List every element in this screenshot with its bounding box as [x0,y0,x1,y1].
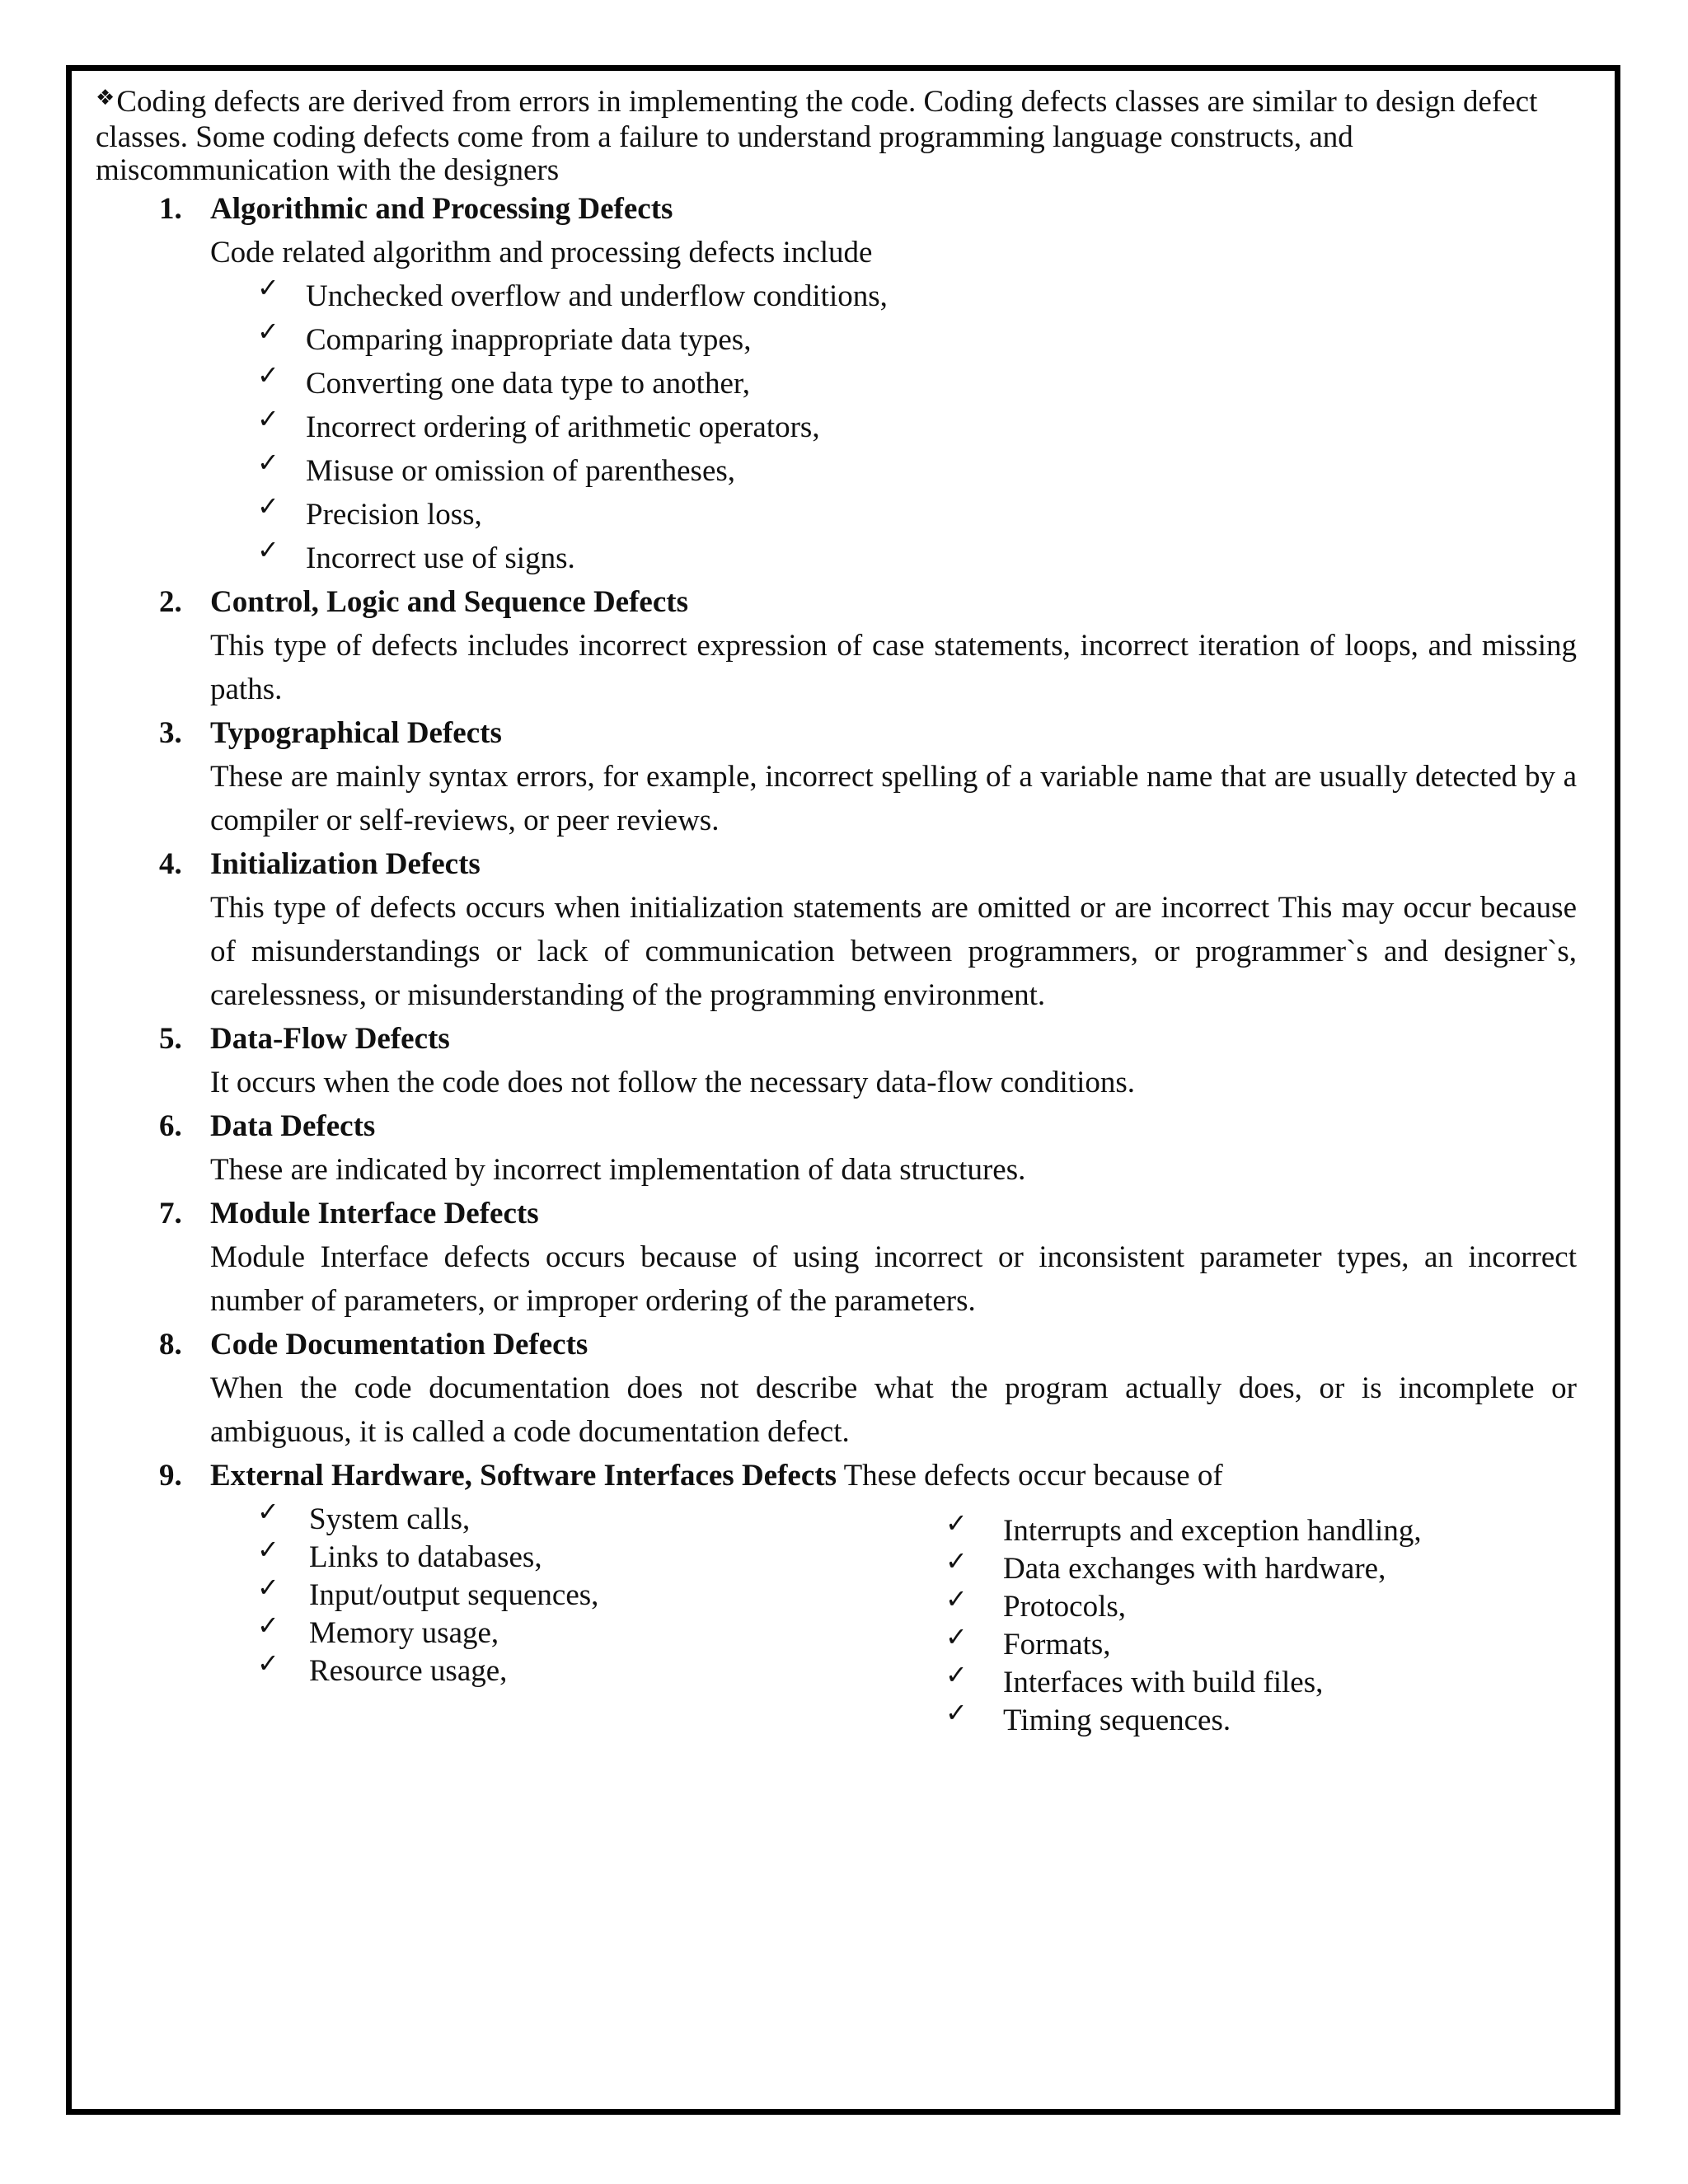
check-icon: ✓ [257,1572,279,1603]
list-item-text: Links to databases, [309,1540,542,1574]
defect-description: This type of defects occurs when initialization statements are omitted or are incorrect This may occur because of misunderstandings or lack of communication between programmers, or programmer`s and designer`s, carelessness, or misunderstanding of the programming environment. [210,891,1577,1012]
list-item [210,359,1579,405]
check-icon: ✓ [945,1621,968,1652]
list-item-text: Interrupts and exception handling, [1003,1514,1422,1548]
defect-title: Data Defects [210,1109,376,1143]
list-item-text: Interfaces with build files, [1003,1666,1324,1699]
defect-item-initialization [96,842,1579,1017]
defect-title: Algorithmic and Processing Defects [210,192,673,226]
defect-number: 9. [159,1459,182,1493]
list-item [944,1697,1577,1740]
intro-paragraph [96,86,1579,187]
check-icon: ✓ [257,403,279,434]
check-icon: ✓ [945,1659,968,1690]
defect-description: Code related algorithm and processing defects include [210,236,873,269]
intro-text: Coding defects are derived from errors in implementing the code. Coding defects classes are similar to design defect classes. Some coding defects come from a failure to understand programming language constructs, and miscommunication with the designers [96,85,1538,187]
list-item-text: Data exchanges with hardware, [1003,1552,1386,1586]
list-item [944,1621,1577,1664]
document-body [96,86,1579,1740]
defect-number: 1. [159,192,182,226]
defect-inline-text: These defects occur because of [836,1459,1223,1493]
defect-item-data-flow [96,1017,1579,1104]
list-item [210,318,1579,362]
check-icon: ✓ [257,272,279,303]
defect-item-code-documentation [96,1323,1579,1454]
checklist [210,274,1579,580]
defect-item-control-logic [96,580,1579,711]
list-item-text: Comparing inappropriate data types, [306,323,752,357]
list-item-text: Formats, [1003,1628,1111,1661]
list-item-text: Incorrect use of signs. [306,541,575,575]
list-item-text: Incorrect ordering of arithmetic operators, [306,410,820,444]
list-item [210,534,1579,580]
check-icon: ✓ [257,447,279,478]
defect-title: Control, Logic and Sequence Defects [210,585,688,619]
list-item-text: Protocols, [1003,1590,1127,1624]
check-icon: ✓ [945,1583,968,1615]
checklist-columns [210,1496,1579,1740]
check-icon: ✓ [257,1496,279,1527]
check-icon: ✓ [257,534,279,565]
defect-description: It occurs when the code does not follow the necessary data-flow conditions. [210,1066,1135,1099]
defect-title: Initialization Defects [210,847,481,881]
diamond-bullet-icon: ❖ [96,86,115,110]
defect-item-algorithmic [96,187,1579,580]
defect-title: Typographical Defects [210,716,502,750]
defect-item-module-interface [96,1192,1579,1323]
list-item [944,1659,1577,1702]
defect-title: Module Interface Defects [210,1197,539,1230]
defect-number: 8. [159,1328,182,1361]
defect-description: These are indicated by incorrect implementation of data structures. [210,1153,1026,1187]
list-item [210,405,1579,449]
defect-number: 7. [159,1197,182,1230]
defect-number: 6. [159,1109,182,1143]
defect-item-external-interfaces [96,1454,1579,1740]
list-item-text: Converting one data type to another, [306,367,750,401]
defect-description: When the code documentation does not describe what the program actually does, or is incomplete or ambiguous, it is called a code documentation defect. [210,1371,1577,1449]
list-item-text: System calls, [309,1502,471,1536]
check-icon: ✓ [945,1545,968,1577]
defect-title: External Hardware, Software Interfaces Defects [210,1459,837,1493]
check-icon: ✓ [945,1507,968,1539]
check-icon: ✓ [945,1697,968,1728]
defect-description: These are mainly syntax errors, for example, incorrect spelling of a variable name that are usually detected by a compiler or self-reviews, or peer reviews. [210,760,1577,837]
check-icon: ✓ [257,316,279,347]
check-icon: ✓ [257,1534,279,1565]
defect-item-data [96,1104,1579,1192]
list-item [210,1534,944,1577]
check-icon: ✓ [257,1610,279,1641]
defect-number: 4. [159,847,182,881]
check-icon: ✓ [257,490,279,522]
list-item-text: Memory usage, [309,1616,499,1650]
list-item [210,1647,944,1690]
list-item-text: Unchecked overflow and underflow conditions, [306,279,888,313]
checklist-left [210,1496,944,1740]
defect-list [96,187,1579,1740]
defect-number: 5. [159,1022,182,1056]
defect-description: This type of defects includes incorrect expression of case statements, incorrect iteration of loops, and missing paths. [210,629,1577,706]
defect-item-typographical [96,711,1579,842]
defect-description: Module Interface defects occurs because of using incorrect or inconsistent parameter types, an incorrect number of parameters, or improper ordering of the parameters. [210,1240,1577,1318]
list-item-text: Resource usage, [309,1654,508,1688]
list-item-text: Precision loss, [306,498,482,532]
list-item-text: Misuse or omission of parentheses, [306,454,736,488]
list-item [210,274,1579,318]
list-item [210,449,1579,493]
list-item [944,1545,1577,1588]
defect-number: 2. [159,585,182,619]
list-item [210,1572,944,1615]
defect-title: Code Documentation Defects [210,1328,588,1361]
checklist-right [944,1507,1577,1740]
check-icon: ✓ [257,1647,279,1679]
defect-number: 3. [159,716,182,750]
list-item [210,1496,944,1539]
list-item [210,1610,944,1652]
defect-title: Data-Flow Defects [210,1022,450,1056]
list-item [944,1507,1577,1550]
check-icon: ✓ [257,359,279,391]
list-item-text: Timing sequences. [1003,1704,1231,1737]
list-item [210,490,1579,537]
list-item-text: Input/output sequences, [309,1578,599,1612]
list-item [944,1583,1577,1626]
